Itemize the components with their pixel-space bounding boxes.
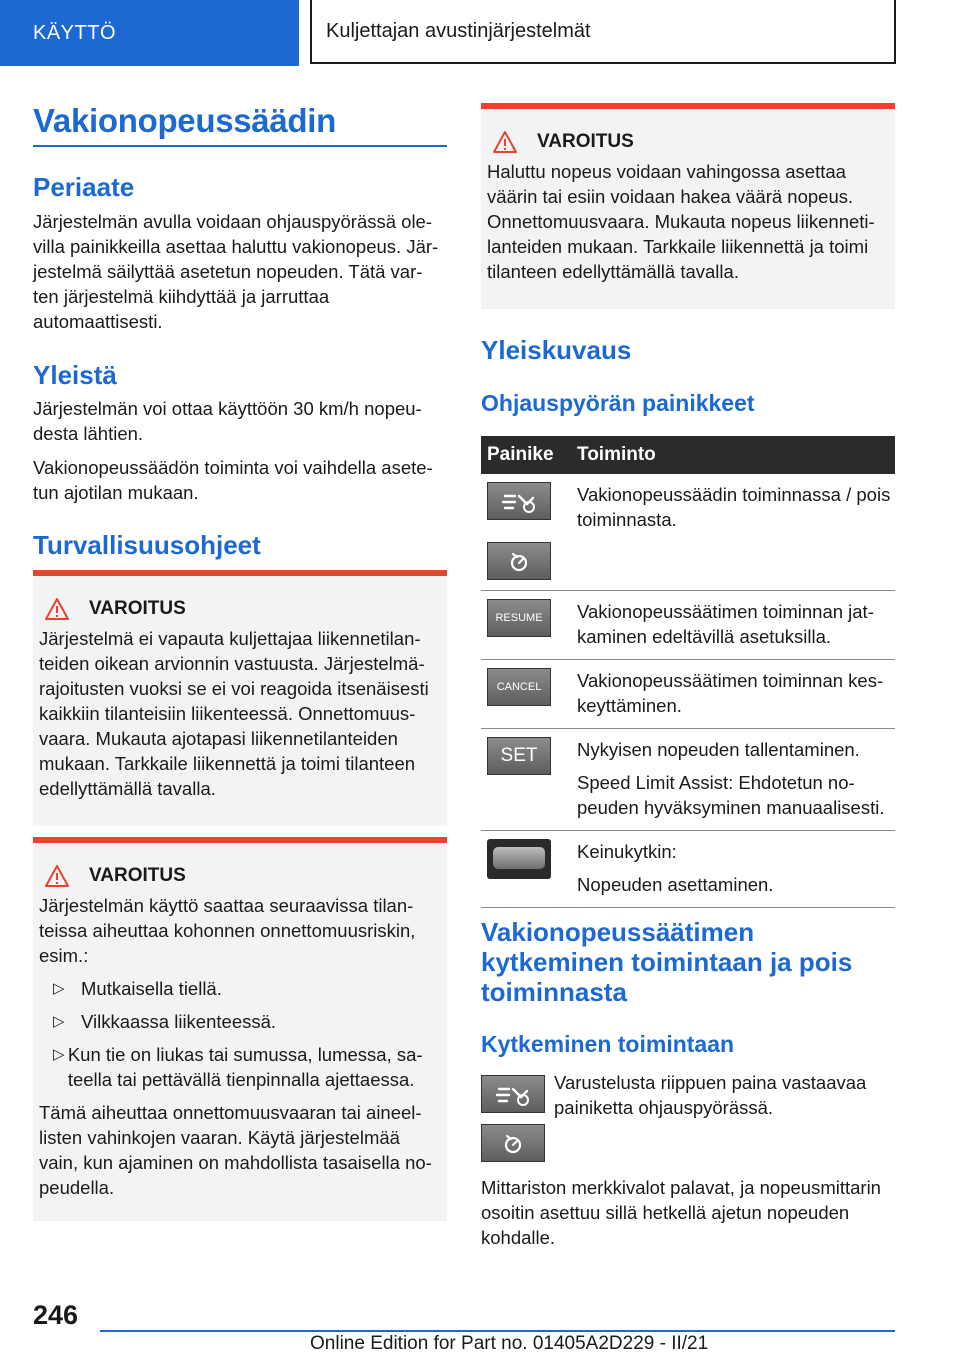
table-row [481,591,895,660]
table-cell-function [571,474,895,591]
warning-label: VAROITUS [89,598,186,619]
table-cell-function [571,729,895,831]
kytkeminen-text: Varustelusta riippuen paina vastaavaa painiketta ohjauspyörässä. [554,1072,867,1118]
heading-kytkeminen-toimintaan: Kytkeminen toimintaan [481,1031,735,1057]
cancel-button: CANCEL [487,668,551,706]
warning-header [45,865,439,887]
chapter-title: Kuljettajan avustinjärjestelmät [310,0,896,64]
warning-box-1 [33,570,447,826]
table-cell-icon [481,660,571,729]
function-text: Nykyisen nopeuden tallentaminen. [577,739,860,760]
warning-box-2 [33,837,447,1221]
table-cell-icon [481,831,571,908]
table-row [481,474,895,591]
table-cell-function [571,831,895,908]
heading-yleiskuvaus: Yleiskuvaus [481,335,632,365]
warning-3-text: Haluttu nopeus voidaan vahingossa asettaa väärin tai esiin voidaan hakea väärä nopeus. Onnettomuusvaara. Mukauta nopeus liikenneti-lanteiden mukaan. Tarkkaile liikennettä ja toimi tilanteen edellyttämällä tavalla. [487,161,875,282]
resume-button: RESUME [487,599,551,637]
buttons-table [481,436,895,908]
table-row [481,729,895,831]
list-item-text: Kun tie on liukas tai sumussa, lumessa, sa-teella tai pettävällä tienpinnalla ajettaessa. [67,1044,423,1090]
warning-2-outro: Tämä aiheuttaa onnettomuusvaaran tai aineel-listen vahinkojen vaaran. Käytä järjestelmää vain, kun ajaminen on mahdollista tasaisella no-peudella. [39,1102,432,1198]
warning-header [493,131,887,153]
heading-buttons: Ohjauspyörän painikkeet [481,390,755,416]
table-cell-icon [481,729,571,831]
warning-triangle-icon [45,598,69,620]
section-tab: KÄYTTÖ [0,0,299,66]
warning-2-intro: Järjestelmän käyttö saattaa seuraavissa tilan-teissa aiheuttaa kohonnen onnettomuusriskin, esim.: [39,895,416,966]
function-text: Vakionopeussäätimen toiminnan kes-keyttäminen. [577,670,884,716]
warning-triangle-icon [493,131,517,153]
yleista-text-1: Järjestelmän voi ottaa käyttöön 30 km/h nopeu-desta lähtien. [33,398,422,444]
table-cell-icon [481,591,571,660]
list-item-text: Vilkkaassa liikenteessä. [81,1011,277,1032]
table-cell-function [571,591,895,660]
page-number: 246 [33,1300,79,1330]
function-text: Vakionopeussäätimen toiminnan jat-kaminen edeltävillä asetuksilla. [577,601,874,647]
warning-triangle-icon [45,865,69,887]
cruise-control-alt-icon [481,1124,545,1162]
heading-yleista: Yleistä [33,360,117,390]
bullet-triangle-icon: ▷ [53,1046,65,1063]
edition-info: Online Edition for Part no. 01405A2D229 - II/21 [310,1333,709,1354]
bullet-triangle-icon: ▷ [53,1013,65,1030]
list-item [39,976,439,1001]
table-header-row [481,436,895,474]
rocker-switch-icon [487,839,551,879]
function-text: Nopeuden asettaminen. [577,874,774,895]
column-header-button: Painike [481,436,571,474]
function-text: Vakionopeussäädin toiminnassa / pois toiminnasta. [577,484,891,530]
warning-label: VAROITUS [537,131,634,152]
table-cell-function [571,660,895,729]
page-title: Vakionopeussäädin [33,102,337,139]
cruise-control-icon [487,482,551,520]
list-item [39,1009,439,1034]
heading-kytkeminen: Vakionopeussäätimen kytkeminen toimintaan ja pois toiminnasta [481,917,853,1007]
final-text: Mittariston merkkivalot palavat, ja nopeusmittarin osoitin asettuu sillä hetkellä ajetun nopeuden kohdalle. [481,1177,881,1248]
column-header-function: Toiminto [571,436,895,474]
list-item [39,1042,439,1092]
function-text: Speed Limit Assist: Ehdotetun no-peuden hyväksyminen manuaalisesti. [577,772,885,818]
yleista-text-2: Vakionopeussäädön toiminta voi vaihdella asete-tun ajotilan mukaan. [33,457,433,503]
warning-box-3 [481,103,895,309]
warning-label: VAROITUS [89,865,186,886]
bullet-triangle-icon: ▷ [53,980,65,997]
warning-1-text: Järjestelmä ei vapauta kuljettajaa liikennetilan-teiden oikean arvionnin vastuusta. Järjestelmä-rajoitusten vuoksi se ei voi reagoida itsenäisesti kaikkiin tilanteisiin liikenteessä. Onnettomuus-vaara. Mukauta ajotapasi liikennetilanteiden mukaan. Tarkkaile liikennettä ja toimi tilanteen edellyttämällä tavalla. [39,628,429,799]
cruise-control-icon [481,1075,545,1113]
table-row [481,660,895,729]
heading-periaate: Periaate [33,172,135,202]
footer-rule [100,1330,895,1332]
function-text: Keinukytkin: [577,841,677,862]
list-item-text: Mutkaisella tiellä. [81,978,222,999]
table-cell-icon [481,474,571,591]
warning-header [45,598,439,620]
cruise-control-alt-icon [487,542,551,580]
title-rule [33,145,447,147]
table-row [481,831,895,908]
periaate-text: Järjestelmän avulla voidaan ohjauspyörässä ole-villa painikkeilla asettaa haluttu vakionopeus. Jär-jestelmä säilyttää asetetun nopeuden. Tätä var-ten järjestelmä kiihdyttää ja jarruttaa automaattisesti. [33,211,439,332]
heading-turvallisuusohjeet: Turvallisuusohjeet [33,530,261,560]
set-button: SET [487,737,551,775]
